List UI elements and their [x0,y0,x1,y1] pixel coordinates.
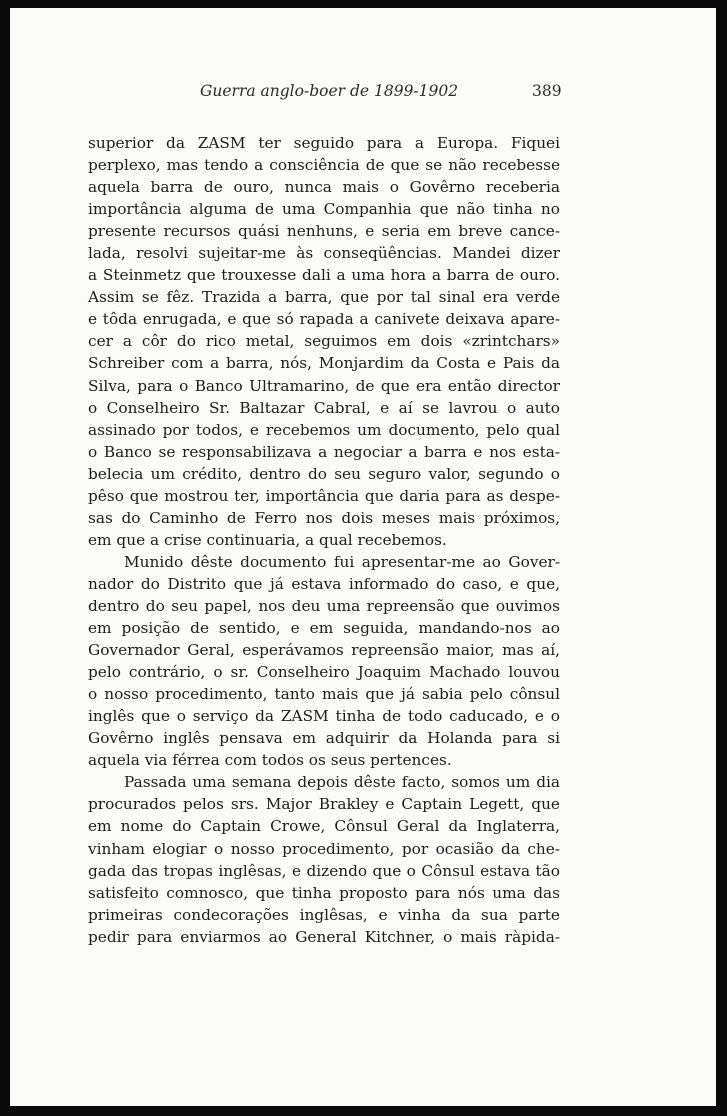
text-line: belecia um crédito, dentro do seu seguro valor, segundo o [88,464,560,483]
text-line: primeiras condecorações inglêsas, e vinha da sua parte [88,905,560,924]
page-header [10,76,716,102]
text-line: pêso que mostrou ter, importância que daria para as despe- [88,486,560,505]
text-line: nador do Distrito que já estava informado do caso, e que, [88,574,560,593]
text-line: a Steinmetz que trouxesse dali a uma hora a barra de ouro. [88,266,560,285]
running-title: Guerra anglo-boer de 1899-1902 [200,82,459,100]
text-line: e tôda enrugada, e que só rapada a canivete deixava apare- [88,310,560,329]
text-line: Governador Geral, esperávamos repreensão maior, mas aí, [88,641,560,660]
paragraph-first-line: Passada uma semana depois dêste facto, somos um dia [124,773,560,792]
text-line: Schreiber com a barra, nós, Monjardim da Costa e Pais da [88,354,560,373]
text-line: vinham elogiar o nosso procedimento, por ocasião da che- [88,839,560,858]
text-line: gada das tropas inglêsas, e dizendo que o Cônsul estava tão [88,861,560,880]
paragraph-last-line: aquela via férrea com todos os seus pertences. [88,751,452,770]
text-line: importância alguma de uma Companhia que não tinha no [88,200,560,219]
text-line: em nome do Captain Crowe, Cônsul Geral da Inglaterra, [88,817,560,836]
text-line: procurados pelos srs. Major Brakley e Captain Legett, que [88,795,560,814]
text-line: dentro do seu papel, nos deu uma repreensão que ouvimos [88,596,560,615]
text-line: lada, resolvi sujeitar-me às conseqüências. Mandei dizer [88,244,560,263]
text-line: assinado por todos, e recebemos um documento, pelo qual [88,420,560,439]
text-line: o nosso procedimento, tanto mais que já sabia pelo cônsul [88,685,560,704]
text-line: Silva, para o Banco Ultramarino, de que era então director [88,376,560,395]
paragraph-first-line: Munido dêste documento fui apresentar-me ao Gover- [124,552,560,571]
text-line: inglês que o serviço da ZASM tinha de todo caducado, e o [88,707,560,726]
text-line: em posição de sentido, e em seguida, mandando-nos ao [88,619,560,638]
text-line: Assim se fêz. Trazida a barra, que por tal sinal era verde [88,288,560,307]
text-line: sas do Caminho de Ferro nos dois meses mais próximos, [88,508,560,527]
text-line: superior da ZASM ter seguido para a Europa. Fiquei [88,134,560,152]
body-text [88,132,560,948]
text-line: cer a côr do rico metal, seguimos em dois «zrintchars» [88,332,560,351]
paragraph-last-line: em que a crise continuaria, a qual recebemos. [88,530,447,549]
text-line: pelo contrário, o sr. Conselheiro Joaquim Machado louvou [88,663,560,682]
text-line: aquela barra de ouro, nunca mais o Govêrno receberia [88,178,560,197]
text-line: o Conselheiro Sr. Baltazar Cabral, e aí se lavrou o auto [88,398,560,417]
text-line: pedir para enviarmos ao General Kitchner, o mais ràpida- [88,927,560,946]
book-page [10,8,716,1106]
text-line: perplexo, mas tendo a consciência de que se não recebesse [88,156,560,175]
text-line: o Banco se responsabilizava a negociar a barra e nos esta- [88,442,560,461]
text-line: Govêrno inglês pensava em adquirir da Holanda para si [88,729,560,748]
text-line: satisfeito comnosco, que tinha proposto para nós uma das [88,883,560,902]
page-number: 389 [532,82,562,100]
text-line: presente recursos quási nenhuns, e seria em breve cance- [88,222,560,241]
